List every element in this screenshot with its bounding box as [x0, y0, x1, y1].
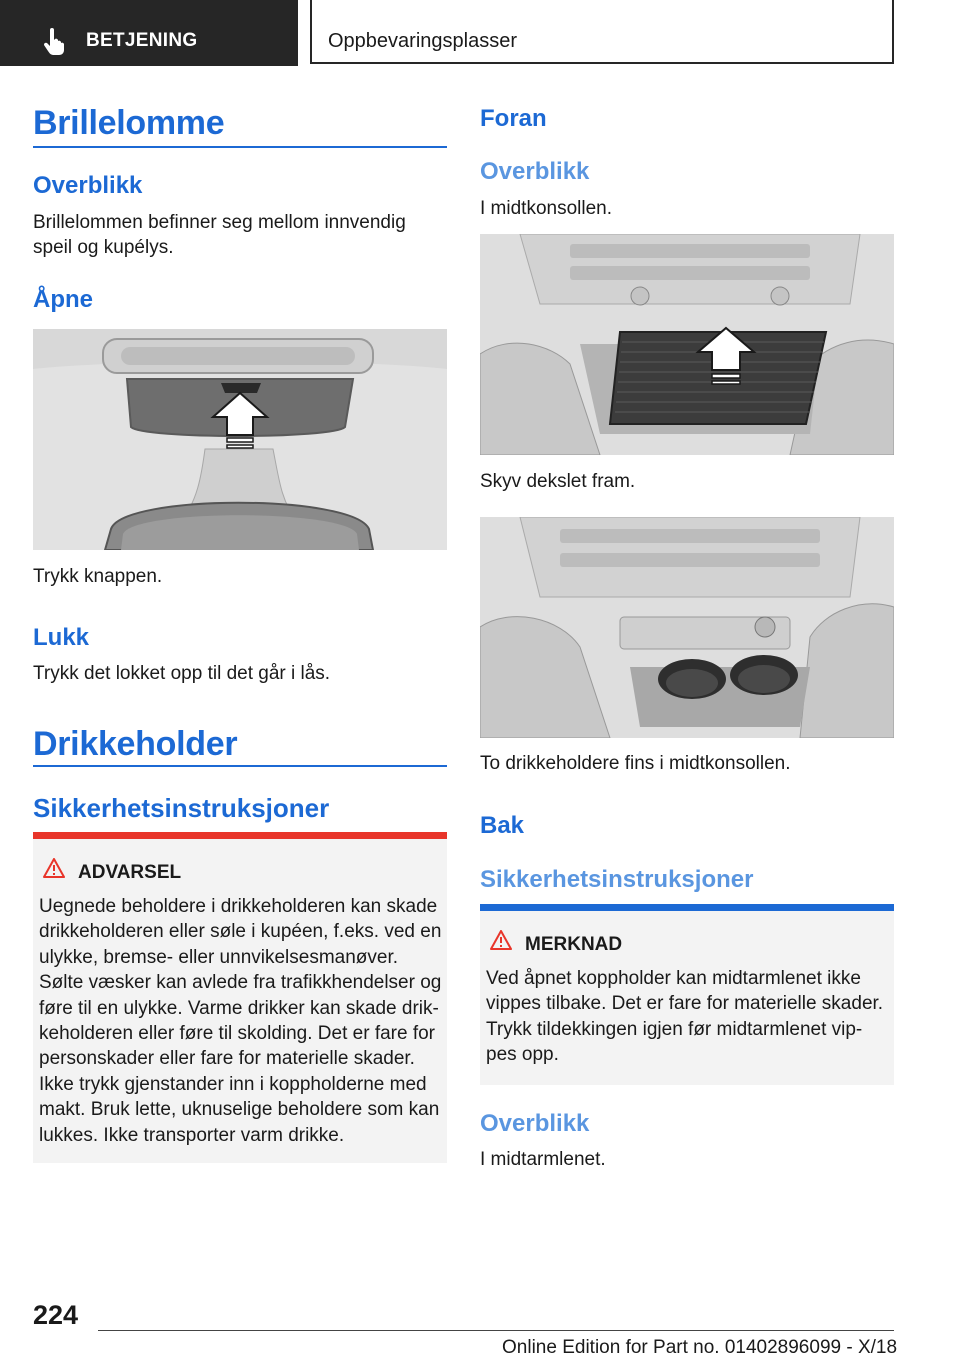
figure-overhead-console [33, 329, 447, 550]
footer-rule [98, 1330, 894, 1331]
heading-apne: Åpne [33, 286, 93, 313]
warning-label: ADVARSEL [78, 862, 182, 883]
caption-skyv-dekslet: Skyv dekslet fram. [480, 471, 636, 492]
title-drikkeholder: Drikkeholder [33, 725, 238, 763]
notice-label: MERKNAD [525, 934, 623, 955]
caption-to-drikkeholdere: To drikkeholdere fins i midtkonsollen. [480, 753, 791, 774]
caption-trykk-knappen: Trykk knappen. [33, 566, 163, 587]
header-section-tab [0, 0, 298, 66]
warning-box [33, 832, 447, 1163]
warning-triangle-icon [490, 930, 512, 950]
header-chapter-tab [310, 0, 894, 64]
header-section-label: BETJENING [86, 30, 198, 51]
page-number: 224 [33, 1300, 79, 1330]
title-rule [33, 146, 447, 148]
notice-box [480, 904, 894, 1085]
warning-triangle-icon [43, 858, 65, 878]
notice-bar [480, 904, 894, 911]
heading-sikkerhet-bak: Sikkerhetsinstruksjoner [480, 866, 754, 893]
heading-bak: Bak [480, 812, 525, 839]
text-overblikk: Brillelommen befinner seg mellom innvendig speil og kupélys. [33, 212, 406, 258]
figure-console-cover [480, 234, 894, 455]
heading-overblikk-foran: Overblikk [480, 158, 590, 185]
warning-text: Uegnede beholdere i drikkeholderen kan skade drikkeholderen eller søle i kupéen, f.eks. ved en ulykke, bremse- eller unnvikelsesmanøver. Sølte væsker kan avlede fra trafikkhendelser og føre til en ulykke. Varme drikker kan skade drik-keholderen eller føre til skolding. Det er fare for personskader eller fare for materielle skader. Ikke trykk gjenstander inn i koppholderne med makt. Bruk lette, uknuselige beholdere som kan lukkes. Ikke transporter varm drikke. [39, 896, 442, 1146]
text-midtkonsollen: I midtkonsollen. [480, 198, 613, 219]
warning-bar [33, 832, 447, 839]
heading-overblikk-bak: Overblikk [480, 1110, 590, 1137]
figure-cup-holders [480, 517, 894, 738]
notice-text: Ved åpnet koppholder kan midtarmlenet ikke vippes tilbake. Det er fare for materielle skader. Trykk tildekkingen igjen før midtarmlenet vip-pes opp. [486, 968, 884, 1066]
title-brillelomme: Brillelomme [33, 104, 225, 142]
console-cover-illustration [480, 234, 894, 455]
text-lukk: Trykk det lokket opp til det går i lås. [33, 663, 331, 684]
header-chapter-label: Oppbevaringsplasser [328, 30, 517, 52]
overhead-console-illustration [33, 329, 447, 550]
hand-pointer-icon [41, 28, 67, 56]
text-midtarmlenet: I midtarmlenet. [480, 1149, 606, 1170]
heading-foran: Foran [480, 105, 547, 132]
heading-lukk: Lukk [33, 624, 90, 651]
title-rule-2 [33, 765, 447, 767]
footer-edition: Online Edition for Part no. 01402896099 - X/18 [502, 1337, 898, 1358]
cup-holders-illustration [480, 517, 894, 738]
heading-overblikk: Overblikk [33, 172, 143, 199]
heading-sikkerhet: Sikkerhetsinstruksjoner [33, 793, 330, 823]
